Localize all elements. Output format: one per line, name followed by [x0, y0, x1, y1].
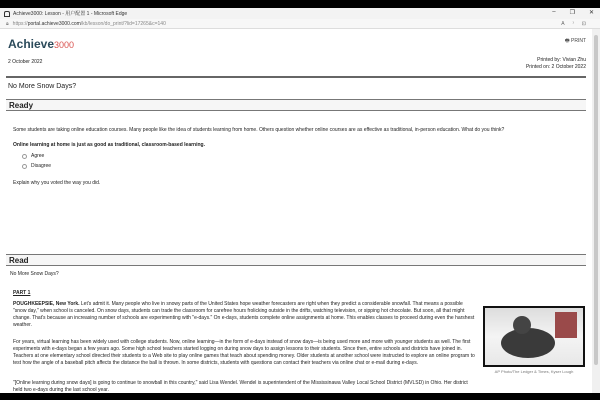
title-bar	[0, 8, 600, 19]
url-path: /kb/lesson/do_print/?lid=17265&c=140	[80, 20, 166, 27]
close-button[interactable]: ✕	[588, 10, 594, 16]
disagree-label: Disagree	[31, 163, 52, 169]
extension-icon[interactable]: ⊡	[581, 20, 594, 27]
ready-intro: Some students are taking online education courses. Many people like the idea of students learning from home. Others question whether online courses are as effective as traditional, in-person education. What do you think?	[13, 127, 505, 133]
url-domain: portal.achieve3000.com	[27, 20, 81, 27]
scrollbar-thumb[interactable]	[594, 35, 598, 365]
window-title: Achieve3000: Lesson - 用户配置 1 - Microsoft Edge	[13, 11, 128, 17]
divider	[6, 76, 586, 78]
read-aloud-icon[interactable]: A⁾	[561, 20, 582, 27]
agree-radio[interactable]	[22, 154, 27, 159]
edge-app-icon	[4, 11, 10, 17]
lock-icon: 🔒︎	[6, 20, 9, 27]
article-title: No More Snow Days?	[10, 271, 59, 277]
scrollbar[interactable]	[592, 29, 600, 393]
poll-statement: Online learning at home is just as good as traditional, classroom-based learning.	[13, 142, 205, 148]
minimize-button[interactable]: –	[552, 9, 556, 15]
lesson-date: 2 October 2022	[8, 59, 43, 65]
address-bar[interactable]	[0, 19, 600, 29]
ready-heading: Ready	[6, 99, 586, 111]
paragraph-1: POUGHKEEPSIE, New York. Let's admit it. Many people who live in snowy parts of the United States hope weather forecasters are right when they predict a considerable snowfall. That means a possible "snow day," when school is canceled. On snow days, students can trade the classroom for carefree hours frolicking outside in the drifts, watching television, or sipping hot chocolate. But soon, all that might change. That's because an increasing number of schools are experimenting with "e-days." On e-days, students complete online assignments at home. This enables classes to proceed during even the harshest weather.	[13, 301, 475, 328]
paragraph-2: For years, virtual learning has been widely used with college students. Now, online learning—in the form of e-days instead of snow days—is being used more and more with younger students as well. The first experiments with e-days began a few years ago. Some high school teachers started logging on during snow days to assign lessons to their students. Since then, entire schools and districts have joined in. Teachers at one elementary school directed their students to a Web site to play online games that teach about spending money. Older students at another school were instructed to explore an online program to test how the angle of a baseball pitch affects the distance the ball is thrown. In some districts, students with questions can contact their teachers via online chat or e-mail during e-days.	[13, 339, 475, 366]
part-label: PART 1	[13, 290, 31, 296]
lesson-title: No More Snow Days?	[8, 83, 77, 90]
print-info: Printed by: Vivian Zhu Printed on: 2 October 2022	[525, 57, 586, 70]
page-content	[0, 29, 592, 393]
read-heading: Read	[6, 254, 586, 266]
maximize-button[interactable]: ❐	[569, 10, 575, 16]
achieve3000-logo: Achieve3000	[8, 37, 75, 51]
disagree-radio[interactable]	[22, 164, 27, 169]
paragraph-3: "[Online learning during snow days] is going to continue to snowball in this country," said Lisa Wendel. Wendel is superintendent of the Mississinawa Valley Local School District (MVLSD) in Ohio. Her district held two e-days during the last school year.	[13, 380, 468, 393]
article-photo	[483, 306, 585, 367]
print-button[interactable]: 🖶 PRINT	[564, 38, 586, 44]
photo-caption: AP Photo/The Ledger & Times, Kyser Lough	[494, 369, 574, 374]
url-prefix: https://	[12, 20, 28, 27]
explain-prompt: Explain why you voted the way you did.	[13, 180, 101, 186]
agree-label: Agree	[31, 153, 45, 159]
